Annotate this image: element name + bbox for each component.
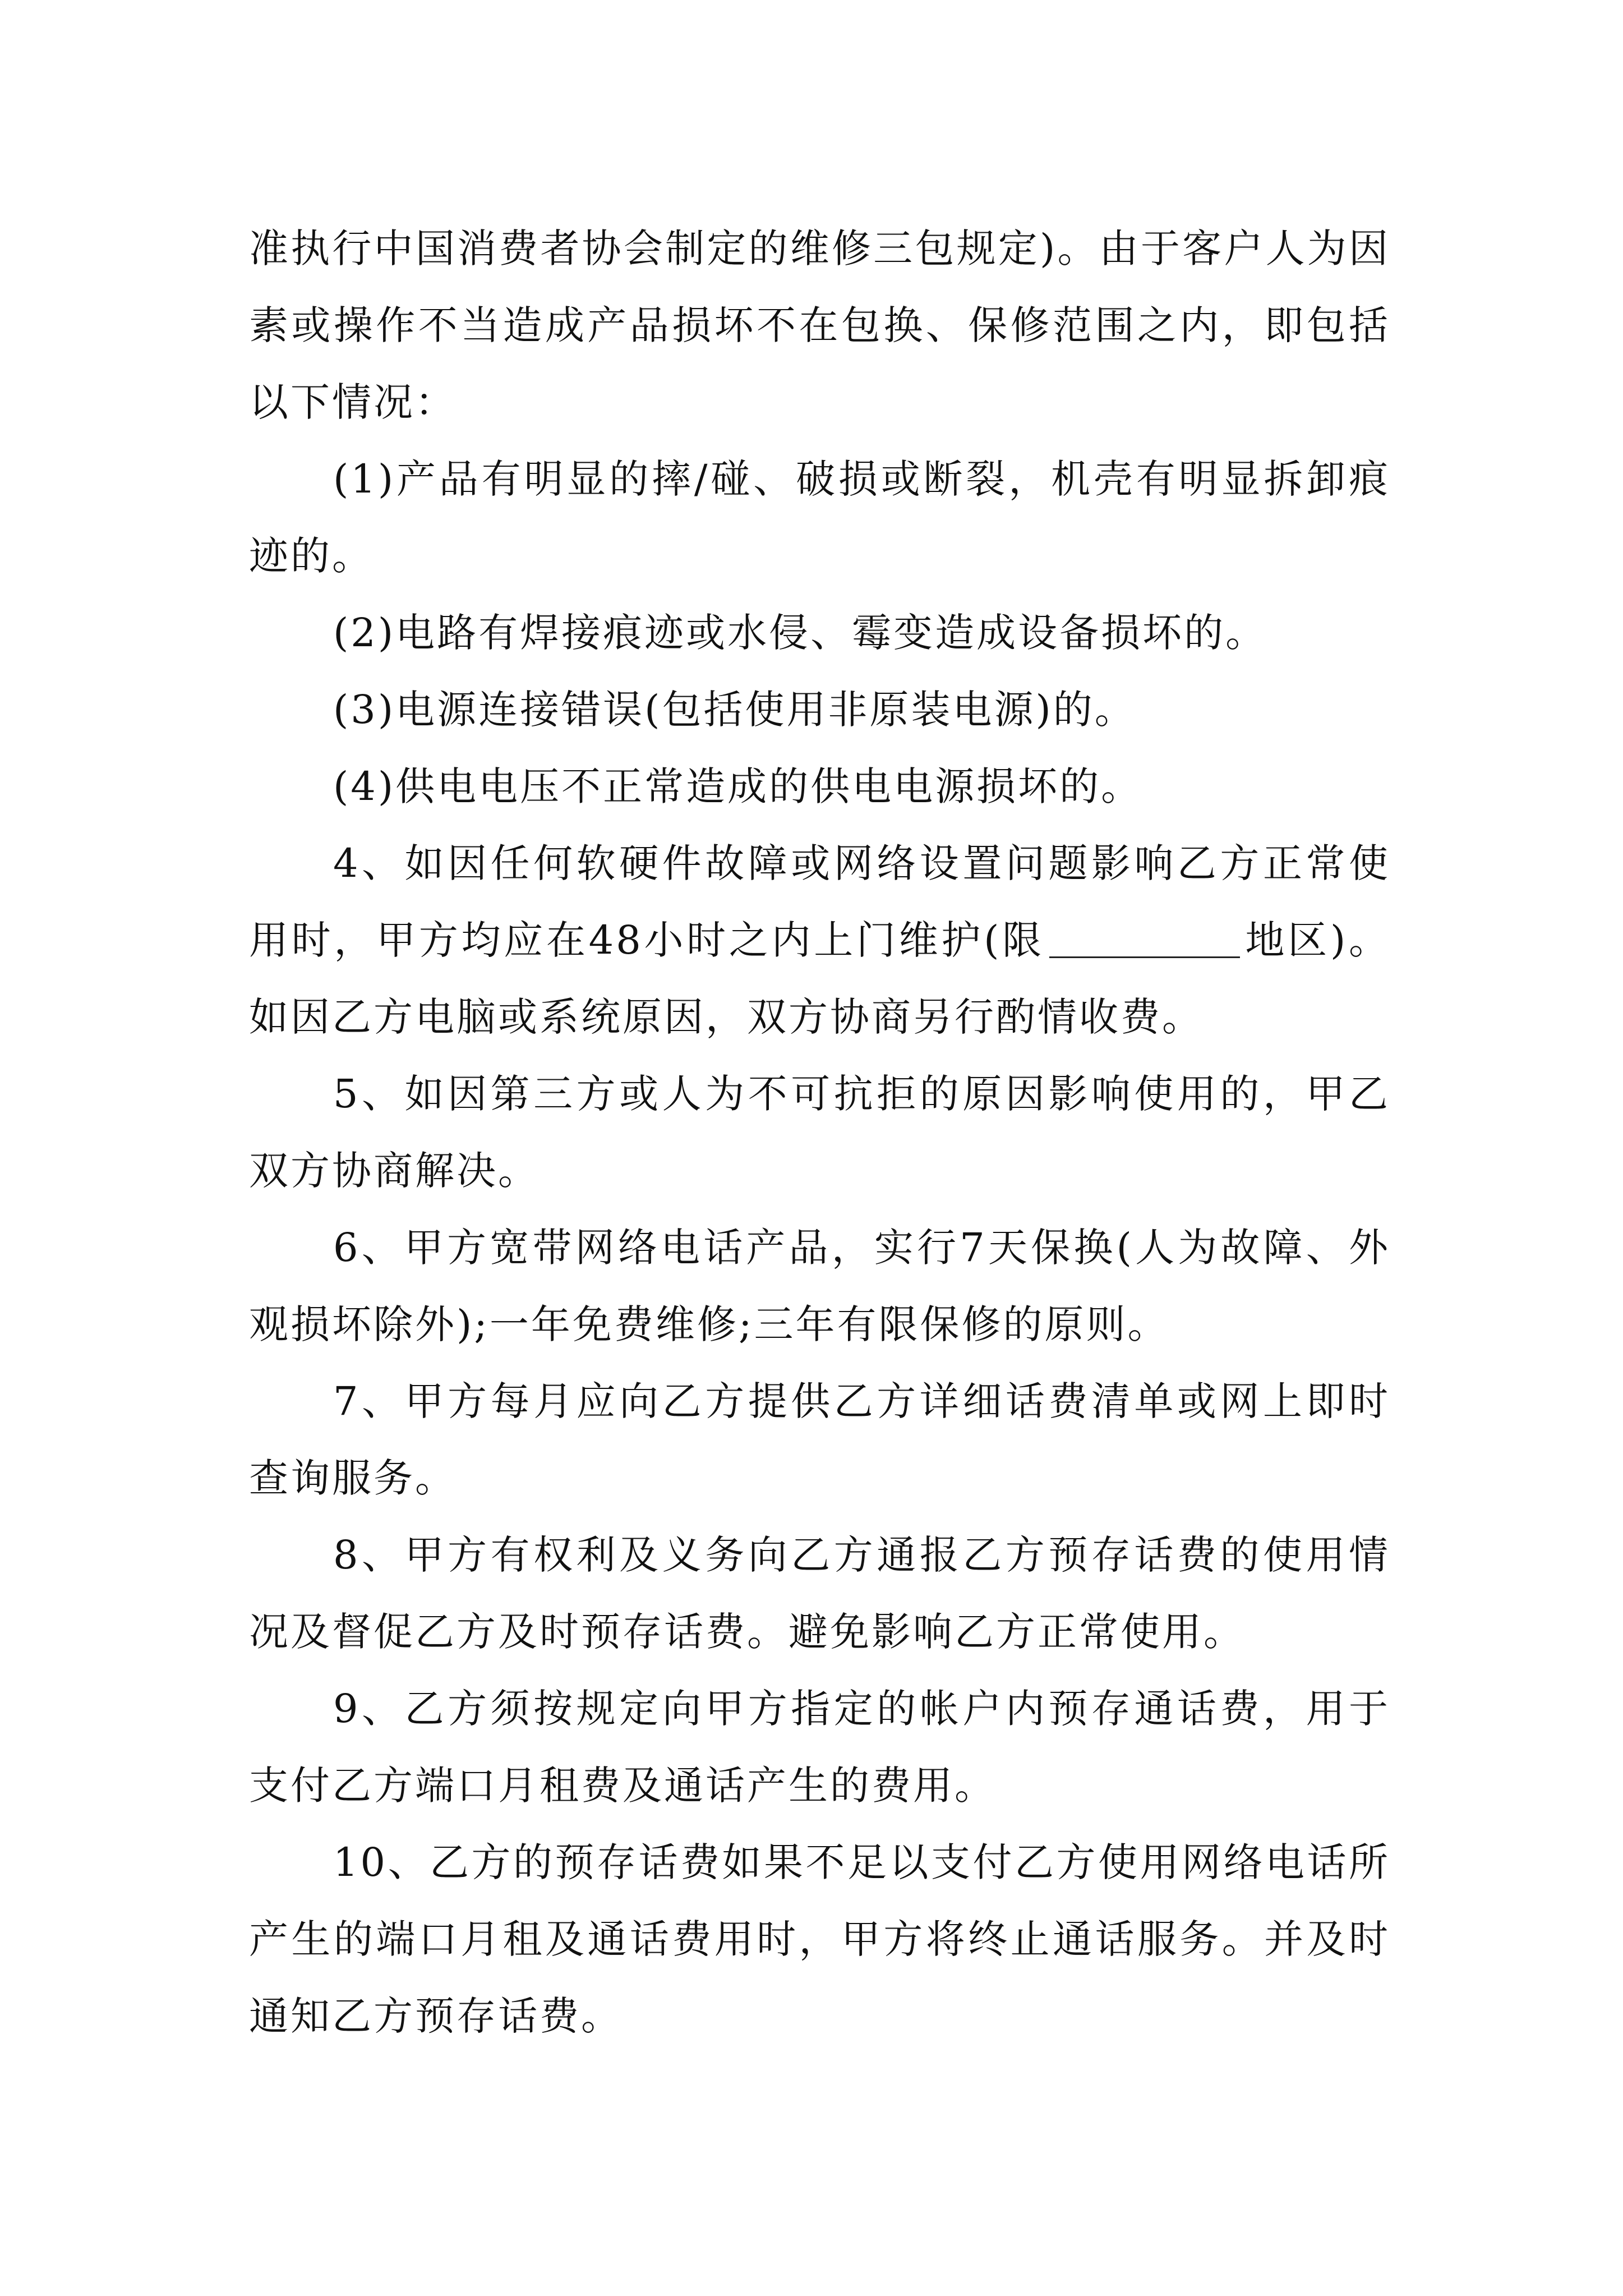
paragraph-clause-9: 9、乙方须按规定向甲方指定的帐户内预存通话费，用于支付乙方端口月租费及通话产生的费用。 [249, 1686, 1390, 1809]
clause-4-text-before-blank: 4、如因任何软硬件故障或网络设置问题影响乙方正常使用时，甲方均应在48小时之内上门维护(限 [249, 840, 1390, 963]
paragraph-condition-1: (1)产品有明显的摔/碰、破损或断裂，机壳有明显拆卸痕迹的。 [249, 456, 1390, 579]
paragraph-clause-4 [249, 825, 1390, 1056]
document-body [249, 210, 1390, 2055]
paragraph-warranty-intro: 准执行中国消费者协会制定的维修三包规定)。由于客户人为因素或操作不当造成产品损坏不在包换、保修范围之内，即包括以下情况： [249, 226, 1390, 425]
paragraph-clause-8: 8、甲方有权利及义务向乙方通报乙方预存话费的使用情况及督促乙方及时预存话费。避免影响乙方正常使用。 [249, 1532, 1390, 1655]
paragraph-clause-5: 5、如因第三方或人为不可抗拒的原因影响使用的，甲乙双方协商解决。 [249, 1071, 1390, 1194]
paragraph-condition-4: (4)供电电压不正常造成的供电电源损坏的。 [333, 763, 1143, 809]
paragraph-clause-10: 10、乙方的预存话费如果不足以支付乙方使用网络电话所产生的端口月租及通话费用时，甲方将终止通话服务。并及时通知乙方预存话费。 [249, 1839, 1390, 2039]
region-blank-line [1049, 917, 1240, 958]
paragraph-condition-3: (3)电源连接错误(包括使用非原装电源)的。 [333, 687, 1136, 733]
paragraph-clause-7: 7、甲方每月应向乙方提供乙方详细话费清单或网上即时查询服务。 [249, 1378, 1390, 1501]
paragraph-condition-2: (2)电路有焊接痕迹或水侵、霉变造成设备损坏的。 [333, 610, 1267, 656]
paragraph-clause-6: 6、甲方宽带网络电话产品，实行7天保换(人为故障、外观损坏除外);一年免费维修;三年有限保修的原则。 [249, 1225, 1390, 1347]
clause-4-text-after-blank: 地区)。如因乙方电脑或系统原因，双方协商另行酌情收费。 [249, 917, 1390, 1040]
